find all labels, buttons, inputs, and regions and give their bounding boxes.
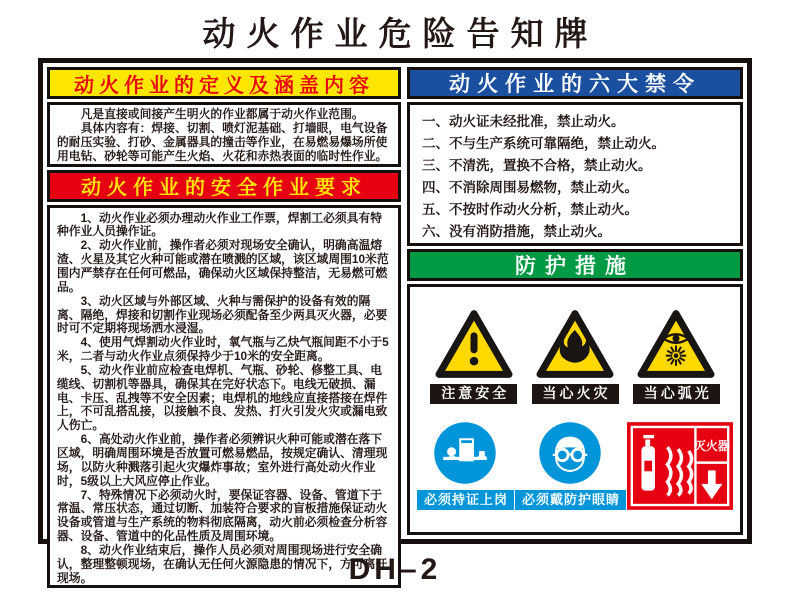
- warning-signs-row: [416, 309, 734, 404]
- mandatory-sign-label: 必须戴防护眼睛: [515, 490, 626, 510]
- requirement-item: 5、动火作业前应检查电焊机、气瓶、砂轮、修整工具、电缆线、切割机等器具，确保其在完好状态下。电线无破损、漏电、卡压、乱拽等不安全因素；电焊机的地线应直接搭接在焊件上，不可乱搭乱接，以接触不良、发热、打火引发火灾或漏电致人伤亡。: [57, 362, 388, 433]
- requirement-item: 4、使用气焊割动火作业时，氧气瓶与乙炔气瓶间距不小于5米，二者与动火作业点须保持少于10米的安全距离。: [57, 335, 389, 364]
- prohibition-item: 一、动火证未经批准，禁止动火。: [422, 114, 625, 129]
- definition-header: 动火作业的定义及涵盖内容: [47, 67, 401, 99]
- prohibition-item: 六、没有消防措施，禁止动火。: [422, 224, 611, 239]
- mandatory-sign-label: 必须持证上岗: [417, 490, 514, 510]
- warning-sign-label: 当心火灾: [532, 384, 619, 404]
- prohibition-item: 三、不清洗，置换不合格，禁止动火。: [422, 158, 652, 173]
- requirements-box: [47, 205, 401, 589]
- page-title: 动火作业危险告知牌: [202, 15, 599, 52]
- protective-goggles-required-icon: [538, 421, 602, 485]
- prohibition-item: 二、不与生产系统可靠隔绝，禁止动火。: [422, 136, 665, 151]
- warning-sign-fire: [532, 309, 619, 404]
- requirement-item: 8、动火作业结束后，操作人员必须对周围现场进行安全确认，整理整顿现场，在确认无任何火源隐患的情况下，方可离开现场。: [57, 542, 388, 585]
- fire-extinguisher-sign: [627, 422, 733, 510]
- requirement-item: 2、动火作业前，操作者必须对现场安全确认，明确高温熔渣、火星及其它火种可能或潜在喷溅的区域，该区域周围10米范围内严禁存在任何可燃品，确保动火区域保持整洁，无易燃可燃品。: [57, 238, 389, 294]
- caution-safety-warning-icon: [434, 309, 514, 379]
- warning-sign-label: 注意安全: [430, 384, 517, 404]
- protection-header: 防护措施: [407, 249, 743, 281]
- definition-paragraph: 凡是直接或间接产生明火的作业都属于动火作业范围。: [80, 107, 364, 121]
- warning-sign-label: 当心弧光: [633, 384, 720, 404]
- sign-code: DH–2: [348, 553, 442, 586]
- definition-box: [47, 102, 401, 167]
- requirement-item: 7、特殊情况下必须动火时，要保证容器、设备、管道下于常温、常压状态，通过切断、加装符合要求的盲板措施保证动火设备或管道与生产系统的物料彻底隔离，动火前必须检查分析容器、设备、管道中的化品性质及周围环境。: [57, 487, 388, 544]
- mandatory-sign-certificate: [417, 421, 514, 510]
- warning-sign-arc: [633, 309, 720, 404]
- prohibition-item: 五、不按时作动火分析，禁止动火。: [422, 202, 638, 217]
- mandatory-signs-row: [416, 421, 734, 510]
- extinguisher-sign-label: 灭火器: [693, 438, 730, 453]
- prohibitions-header: 动火作业的六大禁令: [407, 67, 743, 99]
- requirement-item: 3、动火区域与外部区域、火种与需保护的设备有效的隔离、隔绝，焊接和切割作业现场必须配备至少两具灭火器，必要时可不定期将现场洒水浸湿。: [57, 293, 388, 336]
- requirement-item: 1、动火作业必须办理动火作业工作票，焊割工必须具有特种作业人员操作证。: [57, 210, 383, 239]
- certificate-required-icon: [433, 421, 497, 485]
- right-column: [407, 67, 743, 535]
- warning-sign-safety: [430, 309, 517, 404]
- requirements-header: 动火作业的安全作业要求: [47, 170, 401, 202]
- mandatory-sign-goggles: [515, 421, 626, 510]
- requirement-item: 6、高处动火作业前，操作者必须辨识火种可能或潜在落下区域，明确周围环境是否放置可燃易燃品，按规定确认、清理现场，以防火种溅落引起火灾爆炸事故；室外进行高处动火作业时，5级以上大风应停止作业。: [57, 432, 388, 488]
- prohibition-item: 四、不消除周围易燃物，禁止动火。: [422, 180, 638, 195]
- prohibitions-box: [407, 102, 743, 246]
- notice-board-page: [0, 8, 790, 587]
- definition-paragraph: 具体内容有：焊接、切割、喷灯泥基础、打墙眼，电气设备的耐压实验、打砂、金属器具的撞击等作业，在易燃易爆场所使用电钻、砂轮等可能产生火焰、火花和赤热表面的临时性作业。: [57, 120, 388, 163]
- protection-box: [407, 284, 743, 535]
- arc-flash-warning-icon: [636, 309, 716, 379]
- fire-warning-icon: [535, 309, 615, 379]
